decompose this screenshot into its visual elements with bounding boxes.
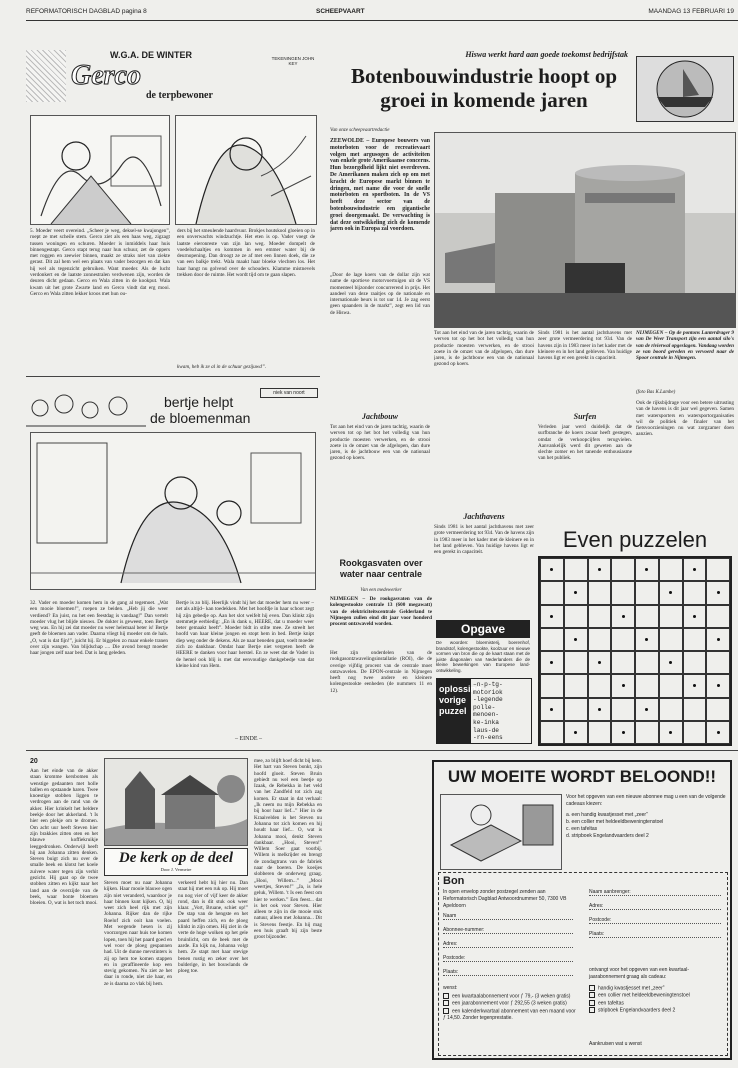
bon-coupon (438, 872, 728, 1056)
puzzle-cell (611, 698, 635, 721)
puzzel-title: Even puzzelen (562, 527, 708, 552)
solution-row: menoen- (473, 711, 499, 719)
form-field[interactable]: Naam aanbrenger: (589, 889, 721, 896)
puzzle-cell (706, 721, 730, 744)
checkbox-icon[interactable] (443, 993, 449, 999)
puzzle-cell (564, 581, 588, 604)
hiswa-byline: Van onze scheepvaartredactie (330, 128, 390, 133)
puzzle-cell (611, 721, 635, 744)
kerk-text-col4: mee, zo blijft hoef dicht bij hem. Het hart van Steven bonkt, zijn hoofd gloeit. Steven Bruin gebiedt nu wel een beetje op Izaak, de Rebekka in het veld van het Zandfeld tot zich zag komen. Er staat in dat verhaal: „Ik neem nu mijn Rebekka en bij hoor haar lief...” Hier in de Kraaivelden is het Steven nu Johanna tot zich komen en hij houdt haar lief... O, wat is Johanna mooi, denkt Steven dankbaar. „Hooi, Steven!” Willem Soer gaat voorbij. Willem is melkrijder en brengt de zondagtrans van de fabriek naar de boeren. De koeijes slobberen de onderweg graag. „Hooi, Willem...” „Mooi weertjes, Steven!” „Ja, is hele geluk, Willem. 't Is een feest om hier te werken.” Een feest... dat is het ook voor Steven. Hier alleen te zijn in die mooie stuk natuur, alleen met Johanna... Dit is Stevens feestje. En hij mag een huis graaft bij zijn beste groot bijzonder. (254, 758, 322, 941)
gerco-panel-right (175, 115, 317, 225)
rook-body: Het zijn onderdelen van de rookgasontzwavelingsinstallatie (ROI), die de overige vijfdig procent van de centrale moet ontzwavelen. De EPON-centrale in Nijmegen heeft nog twee andere en kleinere kolengestookte eenheden (de nummers 11 en 12). (330, 650, 432, 694)
form-field[interactable]: Abonnee-nummer: (443, 927, 573, 934)
hiswa-section-jachtbouw: Jachtbouw (361, 412, 398, 421)
solution-row: motoriok (473, 688, 503, 696)
option-checkbox[interactable] (589, 1007, 723, 1014)
bertje-text-col1: 32. Vader en moeder komen hem in de gang al tegemoet. „Wat een mooie bloemen!”, roepen ze beiden. „Heb jij die weer verdiend? En juist, nu het een feestdag is vandaag!” Dan vertelt moeder vlug het blijde nieuws. De dokter is geweest, toen Bertje weg was. En hij zei dat moeder nu weer helemaal beter is! Bertje geeft de bloemen aan vader. Daarna vliegt hij moeder om de hals. „O, wat is dat fijn!”, juicht hij. Er biggelen zo maar enkele tranen over zijn wangen. Van blijdschap .... Die avond brengt moeder haar jongen zelf naar bed. Dat is lang geleden. (30, 600, 168, 657)
hiswa-photo (434, 132, 736, 328)
checkbox-icon[interactable] (589, 992, 595, 998)
kerk-title: De kerk op de deel (118, 850, 234, 866)
puzzle-cell (683, 674, 707, 697)
opgave-title: Opgave (436, 620, 530, 638)
bertje-illustration-drawing (31, 433, 315, 589)
puzzle-cell (706, 651, 730, 674)
bertje-end: – EINDE – (235, 736, 262, 742)
moeite-intro: Voor het opgeven van een nieuwe abonnee mag u een van de volgende cadeaus kiezen: (566, 794, 726, 807)
bon-footer: Aankruisen wat u wenst (589, 1041, 642, 1047)
checkbox-icon[interactable] (589, 985, 595, 991)
kerk-text-col2: Steven moet nu naar Johanna kijken. Haar mooie blauwe ogen zijn niet veranderd, waardoor je haar binnen kunt kijken. O, hij weet zich heel rijk met zijn Johanna. Rijker dan de rijke Roelof zich ooit kan voelen. Met wegende hesen is zij voorzorgen naar huis toe komen lopen, toen hij het paard goed en wel voor de ploeg gespannen had. Uit de dunne mevstinters is zij op hem toe komen stappen en in geraffineerde kop een stevig gekomen. Nu ziet ze het daar in ronde, niet zie haar, en ze is daarna zo vlak bij hem. (104, 880, 172, 987)
page-header (26, 6, 738, 21)
kerk-text-col1: Aan het einde van de akker staan kromme kersbomen als wenstige gedaanten met holle ballen en opstaande haren. Twee knoestige stobben liggen te verdrogen aan de rand van de akker. Hier krinkelt het heldere beekje door het akkerland. 't Is hier een plekje om te dromen. Om acht uur heeft Steven hier zijn brakkies zitten oten en het blauwe koffiekruikje leeggedronken. Onderwijl heeft hij aan Johanna zitten denken. Steven buigt zich nu over de smalle beek en klotst het koele zuivere water tegen zijn verhit gezicht. Hij gaat op de twee stobben zitten en kijkt naar het land aan de overzijde van de beek, waar bonte bloemen bloeien. O, wat is het toch mooi. (30, 768, 98, 907)
puzzle-cell (540, 558, 564, 581)
puzzle-cell (659, 605, 683, 628)
form-field[interactable]: Naam (443, 913, 573, 920)
puzzle-cell (683, 698, 707, 721)
puzzle-cell (540, 698, 564, 721)
bertje-author-badge: niek van noort (260, 388, 318, 398)
bertje-banner-flowers (26, 388, 146, 428)
bertje-title-line1: bertje helpt (164, 394, 234, 410)
gift-item: c. een tafeltas (566, 826, 598, 832)
form-field[interactable]: Plaats: (589, 931, 721, 938)
puzzle-cell (540, 721, 564, 744)
puzzle-cell (564, 698, 588, 721)
solution-row: –n-p-tg- (473, 681, 503, 688)
puzzle-cell (588, 581, 612, 604)
solution-label: oplossing vorige puzzel (437, 679, 471, 743)
header-left: REFORMATORISCH DAGBLAD pagina 8 (26, 8, 147, 15)
option-label: een kalenderkwartaal abonnement van een maand voor ƒ 14,50. Zonder tegenprestatie. (443, 1007, 576, 1021)
option-checkbox[interactable] (443, 1000, 579, 1007)
solution-grid (473, 681, 529, 742)
option-label: een collier met heldeeldbeweningtenstoel (598, 992, 690, 999)
puzzle-cell (635, 628, 659, 651)
puzzle-cell (683, 581, 707, 604)
puzzle-cell (659, 698, 683, 721)
hiswa-headline: Botenbouwindustrie hoopt op groei in komende jaren (350, 64, 618, 112)
gerco-banner-ornament (26, 50, 66, 102)
gerco-panel-left (30, 115, 170, 225)
hiswa-photo-credit: (foto Bas K.Lambe) (636, 390, 676, 395)
bon-right-note: ontvangt voor het opgeven van een kwartaal-jaarabonnement graag als cadeau: (589, 967, 690, 980)
puzzle-cell (540, 674, 564, 697)
bertje-title-line2: de bloemenman (150, 410, 251, 426)
gift-item: b. een collier met heldeeldbeweningtenstoel (566, 819, 664, 825)
puzzle-cell (588, 651, 612, 674)
checkbox-icon[interactable] (589, 1000, 595, 1006)
puzzle-cell (659, 628, 683, 651)
puzzle-cell (564, 605, 588, 628)
puzzle-cell (659, 558, 683, 581)
hiswa-section-jachthavens: Jachthavens (463, 512, 505, 521)
moeite-ad (432, 760, 732, 1060)
kerk-episode-number: 20 (30, 758, 38, 765)
kerk-author: Door J. Vermeire (160, 867, 192, 872)
form-field[interactable]: Postcode: (443, 955, 573, 962)
puzzle-cell (635, 698, 659, 721)
solution-row: polle- (473, 703, 496, 711)
puzzle-cell (706, 698, 730, 721)
solution-row: -legende (473, 696, 503, 704)
rook-lead: NIJMEGEN – De rookgasvaten van de kolengestookte centrale 13 (600 megawatt) van de elektriciteitscentrale Gelderland te Nijmegen zullen eind dit jaar voor honderd procent ontzwaveld worden. (330, 596, 432, 628)
option-checkbox[interactable] (589, 985, 723, 992)
puzzle-cell (611, 605, 635, 628)
divider (26, 376, 320, 377)
puzzle-cell (588, 721, 612, 744)
puzzle-cell (659, 581, 683, 604)
form-field[interactable]: Adres: (589, 903, 721, 910)
puzzle-cell (611, 651, 635, 674)
gerco-text-col2: ders bij het smeulende haardvuur. Brokjes houtskool gloeien op in een onverwachts windzuchtje. Het eten is op. Vader voegt de laatste eieronreste van zijn lan weg. Moeder dompelt de voedelschaaltjes en kommen in een emmer water bij de deurnopening. Dan droogt ze ze af met een linnen doek, die ze van een balkje trekt. Wala maakt haar bloeke vlechten los. Het haar hangt nu golvend over de schouders. Klamme mistnevels trekken door de ruimte. Het wordt tijd om te gaan slapen. (177, 228, 315, 279)
gerco-panel-left-drawing (31, 116, 169, 224)
gift-item: d. stripboek Engelandvaarders deel 2 (566, 833, 649, 839)
puzzle-cell (540, 605, 564, 628)
puzzle-grid (538, 556, 732, 746)
puzzle-cell (540, 651, 564, 674)
hiswa-body4: Verleden jaar werd duidelijk dat de surfbranche de koers zwaar heeft gestegen, omdat de verkoopcijfers terugvielen. Aanvankelijk werd dit geweten aan de slechte zomer en het tanende enthousiasme van het publiek. (538, 424, 632, 462)
hiswa-kicker: Hiswa werkt hard aan goede toekomst bedrijfstak (465, 50, 628, 59)
puzzle-cell (564, 558, 588, 581)
puzzle-cell (683, 628, 707, 651)
puzzle-cell (540, 581, 564, 604)
kerk-illustration-drawing (105, 759, 247, 845)
puzzle-cell (706, 628, 730, 651)
gifts-image (440, 794, 562, 870)
puzzle-cell (611, 628, 635, 651)
solution-row: ke-inka (473, 718, 499, 726)
puzzle-cell (635, 721, 659, 744)
puzzle-cell (588, 628, 612, 651)
hiswa-lead: ZEEWOLDE – Europese bouwers van motorboten voor de recreatievaart volgen met argusogen de activiteiten van enkele grote Amerikaanse concerns. Hun bezorgdheid lijkt niet overdreven. De Amerikanen maken zich op om met kracht de Europese markt binnen te dringen, met name die voor de snelle motorboten en sportboten. In de VS heeft deze sector van de botenbouwindustrie een gigantische groei doorgemaakt. De verwachting is dat deze ontwikkeling zich de komende jaren ook in Europa zal voordoen. (330, 138, 430, 233)
option-checkbox[interactable] (589, 992, 723, 999)
puzzle-cell (706, 674, 730, 697)
hiswa-body-col2: Tot aan het eind van de jaren tachtig, waarin de werven tot op het bot het volledig van hun productie moesten verwerken, en de strooi zoete in de omzet van de afgelopen, dan dure jaren, is de jachtbouw een van de nationaal gezond op koers. (434, 330, 534, 368)
puzzle-cell (588, 674, 612, 697)
gerco-banner (26, 50, 318, 106)
puzzle-cell (659, 721, 683, 744)
bon-left-fields (443, 913, 573, 983)
puzzle-cell (611, 581, 635, 604)
gerco-author: W.G.A. DE WINTER (110, 50, 192, 60)
gift-item: a. een handig kwastjesset met „zeer” (566, 812, 648, 818)
rook-byline: Van een medewerker (360, 588, 402, 593)
hiswa-body3: Sinds 1981 is het aantal jachthavens met zeer grote vermeerdering tot 934. Van de havens zijn in 1983 meer in het kader met de kleinere en in het land gebleven. Van huidige havens ligt er een gerekt in capaciteit. (434, 524, 534, 556)
option-label: handig kwastjesset met „zeer” (598, 985, 665, 992)
bon-title: Bon (443, 875, 465, 887)
solution-box (436, 678, 532, 744)
hiswa-section-surfen: Surfen (573, 412, 597, 421)
puzzle-cell (564, 651, 588, 674)
gerco-title: Gerco (71, 60, 141, 91)
puzzle-cell (540, 628, 564, 651)
kerk-title-box (104, 848, 248, 876)
bertje-illustration (30, 432, 316, 590)
puzzle-cell (635, 581, 659, 604)
option-label: een tafeltas (598, 999, 624, 1006)
puzzle-cell (611, 558, 635, 581)
gift-items-icon (441, 795, 561, 869)
option-label: stripboek Engelandvaarders deel 2 (598, 1007, 676, 1014)
checkbox-icon[interactable] (589, 1007, 595, 1013)
solution-row: laus-de (473, 726, 499, 734)
puzzle-cell (706, 581, 730, 604)
gerco-illustrator: TEKENINGEN JOHN KEY (271, 56, 315, 66)
option-checkbox[interactable] (443, 1008, 579, 1022)
kerk-illustration (104, 758, 248, 846)
bon-right-options (589, 985, 723, 1014)
form-field[interactable]: Adres: (443, 941, 573, 948)
puzzle-cell (635, 558, 659, 581)
bon-options-label: wenst: (443, 985, 458, 991)
bertje-text-col2: Bertje is zo blij. Heerlijk vindt hij het dat moeder hem nu weer –net als altijd– kan toedekken. Met het hoofdje in haar schoot zegt hij zijn gebedje op. Aan het slot weifelt hij even. Dan klinkt zijn stemmetje eerbiedig: „En ik dank u, HEERE, dat u moeder weer beter gemaakt heeft”. Moeder bidt in stilte mee. Ze streelt het hoofd van haar kleine jongen en stopt hem in bed. Bertje knipt diep weg onder de dekens. Als ze naar beneden gaat, voelt moeder zich zo dankbaar. Omdat haar Bertje niet vergeten heeft de HEERE te danken voor haar herstel. En ze weet dat de Vader in de hemel ook blij is met dat eenvoudige dankgebedje van dat kleine kind van Hem. (176, 600, 314, 669)
puzzle-cell (659, 651, 683, 674)
boat-icon (637, 57, 733, 121)
form-field[interactable]: Postcode: (589, 917, 721, 924)
opgave-text: De woorden: bloemisterij, boerenhof, brandstof, kolengestookte, koolzuur en nieuwe vormen van bron die op de kaart staan met de juiste diagonalen van Nederlanders die de kleine bewerkingen van Europese land-ontwikkeling. (436, 640, 530, 673)
puzzle-cell (564, 674, 588, 697)
gerco-subtitle: de terpbewoner (146, 90, 213, 101)
puzzle-cell (683, 651, 707, 674)
bon-options (443, 993, 579, 1022)
hiswa-photo-caption: NIJMEGEN – Op de pontons Lanterdrager 9 van De Weer Transport zijn een aantal silo's van de rivierwal opgeslagen. Vandaag worden ze van boord gereden en vervoerd naar de Spoor centrale in Nijmegen. (636, 330, 734, 362)
gift-list (566, 812, 726, 840)
puzzle-cell (706, 605, 730, 628)
option-label: een kwartaalabonnement voor ƒ 79,- (3 weken gratis) (452, 993, 571, 1000)
hiswa-body1: „Door de lage koers van de dollar zijn wat name de sportieve motorvoertuigen uit de VS momenteel bijzonder concurrerend in prijs. Het aandeel van deze raaitjes op de nationale en internationale beurs is tot uur 14. Je zag eerst geen spaanders in de markt”, zegt een lid van de Hiswa. (330, 272, 430, 316)
puzzle-cell (683, 558, 707, 581)
puzzle-cell (588, 605, 612, 628)
puzzle-cell (659, 674, 683, 697)
puzzle-cell (635, 651, 659, 674)
puzzle-cell (588, 698, 612, 721)
header-section: SCHEEPVAART (316, 8, 365, 15)
rook-title: Rookgasvaten over water naar centrale (339, 558, 423, 579)
puzzle-cell (683, 721, 707, 744)
form-field[interactable]: Plaats: (443, 969, 573, 976)
checkbox-icon[interactable] (443, 1000, 449, 1006)
puzzle-cell (635, 674, 659, 697)
hiswa-right-text: Ook de rijksbijdrage voor een betere uitrusting van de havens is dit jaar wel gegeven. Samen met watersporters en watersportorganisaties wil de politiek de finaler van het fietsvoorzieningen nu wat zorgzamer doen aanzien. (636, 400, 734, 438)
moeite-title: UW MOEITE WORDT BELOOND!! (447, 767, 717, 786)
puzzle-cell (611, 674, 635, 697)
hiswa-body-col3: Sinds 1981 is het aantal jachthavens met zeer grote vermeerdering tot 934. Van de havens zijn in 1983 meer in het kader met de kleinere en in het land gebleven. Van huidige havens ligt er een gerekt in capaciteit. (538, 330, 632, 362)
solution-row: -rn-eens (473, 734, 503, 742)
hiswa-body2: Tot aan het eind van de jaren tachtig, waarin de werven tot op het bot het volledig van hun productie moesten verwerken, en de strooi zoete in de omzet van de afgelopen, dan dure jaren, is de jachtbouw een van de nationaal gezond op koers. (330, 424, 430, 462)
puzzle-cell (564, 721, 588, 744)
checkbox-icon[interactable] (443, 1008, 449, 1014)
option-label: een jaarabonnement voor ƒ 292,55 (3 weken gratis) (452, 1000, 567, 1007)
hiswa-logo (636, 56, 734, 122)
gerco-closing: kwam, heb ik ze al in de schuur gezijuwd”. (177, 364, 267, 370)
option-checkbox[interactable] (589, 1000, 723, 1007)
kerk-text-col3: verkeerd hebt hij hier nu. Dan staat hij met een ruk op. Hij moet nu nog vier of vijf keer de akker rond, dan is dit stuk ook weer klaar. „Vort, Bruane, schiet op!” De stap van de hengste en het paard heffen zich, en de ploeg klinkt in zijn omen. Hij ziet in de verte de hoge wolken op het gele bruinlicht, om de beek met de aarde. En kijk nu, Johanna volgt hem. Ze stapt met haar stevige benen rustig en zeker over het bulderige, in het bouwlands de ploeg toe. (178, 880, 248, 975)
bertje-banner (26, 388, 320, 428)
gerco-text-col1: 5. Moeder veert overeind. „Scheer je weg, deksel-se kwajongen”, roept ze met scheile stem. Gerco ziet als een haas weg, zigzagt tussen woningen en schuren. Moeder is inmiddels haar huis binnengestapt. Gerco stapt terug naar hun schuur, zet de oppers met roggen en zeewier binnen, maakt ze straks niet van ziekte gerast. Dit zal hem wel een plaats van vader bezorgen en dat kan hij wel als tegenzicht gebruiken. Want moeder. Als de lucht verdonkert en de laatste zonnestralen verdwenen zijn, worden de deuren dicht gedaan. Gerco en Wala zitten in de kookput. Wala kwam uit het grote Zwarte land en Gerco vindt dat erg mooi. Gerco en Wala zitten lekker kroos met hun ou- (30, 228, 170, 297)
puzzle-cell (635, 605, 659, 628)
bon-right-fields (589, 889, 721, 959)
puzzle-cell (706, 558, 730, 581)
puzzle-cell (683, 605, 707, 628)
puzzle-cell (564, 628, 588, 651)
bon-instructions: In open envelop zonder postzegel zenden aan Reformatorisch Dagblad Antwoordnummer 50, 7300 VB Apeldoorn (443, 889, 567, 909)
silo-photo (435, 133, 735, 327)
divider (26, 750, 738, 751)
option-checkbox[interactable] (443, 993, 579, 1000)
header-date: MAANDAG 13 FEBRUARI 19 (648, 8, 734, 15)
puzzle-cell (588, 558, 612, 581)
gerco-panel-right-drawing (176, 116, 316, 224)
